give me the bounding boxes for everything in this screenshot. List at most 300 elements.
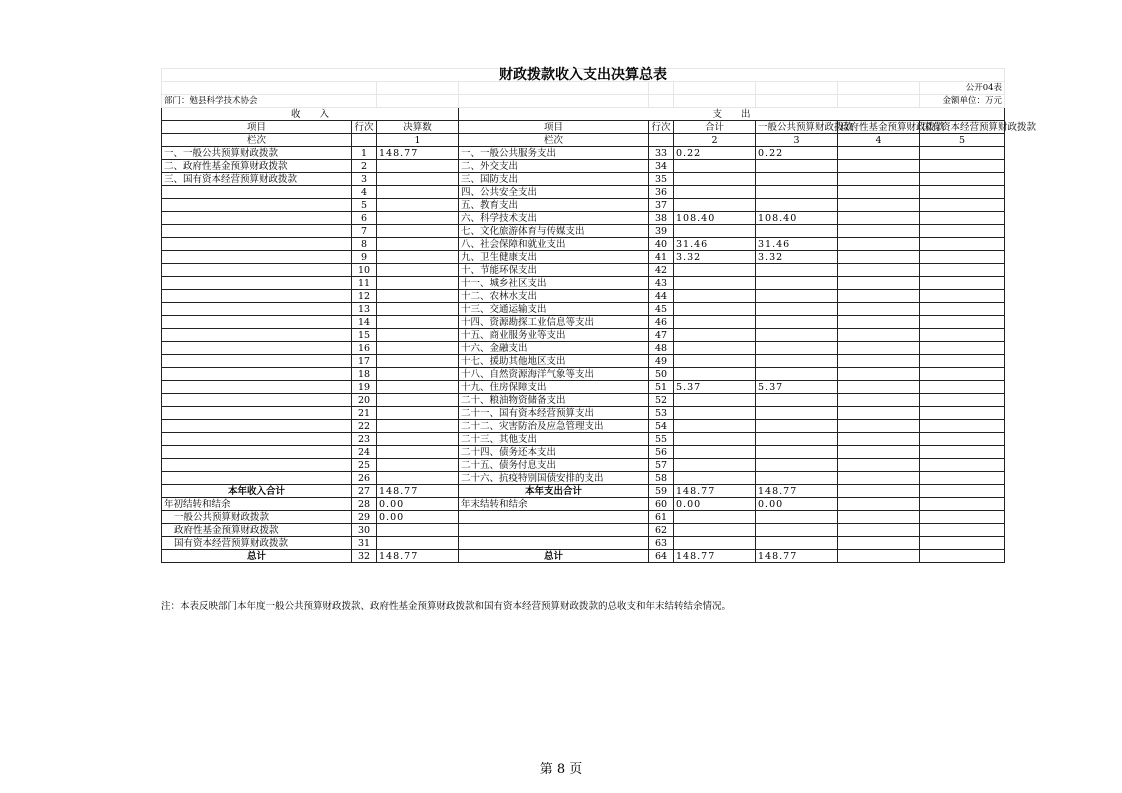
state-capital-cell	[920, 303, 1005, 316]
gov-fund-cell	[838, 498, 920, 511]
expense-item-cell: 十三、交通运输支出	[459, 303, 649, 316]
income-item-cell	[162, 472, 352, 485]
income-amount-cell	[377, 368, 459, 381]
income-line-cell: 17	[352, 355, 377, 368]
total-cell: 3.32	[674, 251, 756, 264]
gov-fund-cell	[838, 433, 920, 446]
state-capital-cell	[920, 394, 1005, 407]
income-line-cell: 7	[352, 225, 377, 238]
income-item-cell	[162, 238, 352, 251]
general-budget-cell	[756, 173, 838, 186]
total-cell	[674, 173, 756, 186]
table-row	[162, 550, 1005, 563]
gov-fund-cell	[838, 368, 920, 381]
income-line-cell: 24	[352, 446, 377, 459]
income-line-cell: 8	[352, 238, 377, 251]
expense-item-cell: 六、科学技术支出	[459, 212, 649, 225]
total-cell	[674, 160, 756, 173]
income-line-header: 行次	[352, 121, 377, 134]
income-amount-cell	[377, 433, 459, 446]
gov-fund-cell	[838, 173, 920, 186]
income-item-cell	[162, 381, 352, 394]
total-cell	[674, 355, 756, 368]
total-cell: 5.37	[674, 381, 756, 394]
state-capital-cell	[920, 407, 1005, 420]
total-cell	[674, 524, 756, 537]
expense-line-cell: 60	[649, 498, 674, 511]
total-cell	[674, 303, 756, 316]
gov-fund-cell	[838, 199, 920, 212]
general-budget-cell: 148.77	[756, 485, 838, 498]
expense-line-cell: 51	[649, 381, 674, 394]
state-capital-cell	[920, 498, 1005, 511]
general-budget-cell	[756, 511, 838, 524]
expense-line-cell: 43	[649, 277, 674, 290]
income-amount-cell	[377, 290, 459, 303]
gov-fund-cell	[838, 355, 920, 368]
expense-item-cell: 二十五、债务付息支出	[459, 459, 649, 472]
state-capital-cell	[920, 160, 1005, 173]
income-amount-cell	[377, 524, 459, 537]
income-amount-cell	[377, 212, 459, 225]
expense-line-cell: 54	[649, 420, 674, 433]
income-item-cell	[162, 407, 352, 420]
expense-item-header: 项目	[459, 121, 649, 134]
gov-fund-cell	[838, 472, 920, 485]
total-cell	[674, 511, 756, 524]
state-capital-cell	[920, 550, 1005, 563]
total-cell	[674, 329, 756, 342]
general-budget-cell	[756, 316, 838, 329]
total-cell	[674, 225, 756, 238]
state-capital-cell	[920, 277, 1005, 290]
expense-item-cell: 二十二、灾害防治及应急管理支出	[459, 420, 649, 433]
state-capital-cell	[920, 446, 1005, 459]
general-budget-cell: 0.00	[756, 498, 838, 511]
income-item-cell: 一般公共预算财政拨款	[162, 511, 352, 524]
budget-table	[161, 66, 1037, 563]
table-row	[162, 498, 1005, 511]
gov-fund-cell	[838, 550, 920, 563]
income-item-cell	[162, 446, 352, 459]
general-budget-cell	[756, 537, 838, 550]
expense-line-cell: 58	[649, 472, 674, 485]
state-capital-cell	[920, 485, 1005, 498]
expense-line-cell: 55	[649, 433, 674, 446]
state-capital-cell	[920, 329, 1005, 342]
expense-item-cell	[459, 511, 649, 524]
general-budget-cell	[756, 290, 838, 303]
state-capital-cell	[920, 472, 1005, 485]
income-amount-cell	[377, 238, 459, 251]
gov-fund-cell	[838, 459, 920, 472]
gov-fund-cell	[838, 420, 920, 433]
income-item-cell	[162, 264, 352, 277]
table-row	[162, 160, 1005, 173]
general-budget-cell: 108.40	[756, 212, 838, 225]
state-capital-cell	[920, 355, 1005, 368]
report-title: 财政拨款收入支出决算总表	[162, 69, 1005, 82]
income-item-cell	[162, 186, 352, 199]
income-line-cell: 16	[352, 342, 377, 355]
table-row	[162, 472, 1005, 485]
state-capital-cell	[920, 251, 1005, 264]
table-row	[162, 264, 1005, 277]
form-code: 公开04表	[920, 82, 1005, 95]
expense-item-cell: 十五、商业服务业等支出	[459, 329, 649, 342]
gov-fund-cell	[838, 303, 920, 316]
gov-fund-cell	[838, 212, 920, 225]
income-item-cell	[162, 303, 352, 316]
income-item-cell	[162, 433, 352, 446]
income-amount-cell	[377, 277, 459, 290]
gov-fund-cell	[838, 290, 920, 303]
table-row	[162, 459, 1005, 472]
gov-fund-cell	[838, 537, 920, 550]
income-line-cell: 9	[352, 251, 377, 264]
income-item-cell: 一、一般公共预算财政拨款	[162, 147, 352, 160]
income-line-cell: 1	[352, 147, 377, 160]
general-budget-cell	[756, 355, 838, 368]
income-line-cell: 15	[352, 329, 377, 342]
expense-line-cell: 34	[649, 160, 674, 173]
income-line-cell: 19	[352, 381, 377, 394]
table-row	[162, 316, 1005, 329]
state-capital-cell	[920, 225, 1005, 238]
gov-fund-cell	[838, 160, 920, 173]
general-budget-cell	[756, 277, 838, 290]
income-item-cell	[162, 225, 352, 238]
total-cell	[674, 316, 756, 329]
expense-line-cell: 49	[649, 355, 674, 368]
gov-fund-cell	[838, 329, 920, 342]
expense-item-cell: 九、卫生健康支出	[459, 251, 649, 264]
expense-item-cell: 四、公共安全支出	[459, 186, 649, 199]
table-row	[162, 329, 1005, 342]
general-budget-cell	[756, 160, 838, 173]
expense-item-cell: 总计	[459, 550, 649, 563]
income-line-cell: 6	[352, 212, 377, 225]
expense-line-cell: 41	[649, 251, 674, 264]
footnote: 注：本表反映部门本年度一般公共预算财政拨款、政府性基金预算财政拨款和国有资本经营预算财政拨款的总收支和年末结转结余情况。	[161, 601, 732, 612]
income-amount-cell	[377, 186, 459, 199]
income-line-cell: 21	[352, 407, 377, 420]
income-line-cell: 13	[352, 303, 377, 316]
income-amount-cell	[377, 173, 459, 186]
table-row	[162, 277, 1005, 290]
final-amount-header: 决算数	[377, 121, 459, 134]
state-capital-cell	[920, 199, 1005, 212]
expense-item-cell	[459, 537, 649, 550]
income-item-cell	[162, 329, 352, 342]
unit-label: 金额单位：万元	[920, 95, 1005, 108]
general-budget-cell	[756, 524, 838, 537]
income-amount-cell	[377, 394, 459, 407]
general-budget-cell	[756, 342, 838, 355]
income-amount-cell	[377, 537, 459, 550]
general-budget-cell: 148.77	[756, 550, 838, 563]
gov-fund-cell	[838, 511, 920, 524]
income-amount-cell	[377, 459, 459, 472]
expense-item-cell: 十一、城乡社区支出	[459, 277, 649, 290]
income-amount-cell	[377, 225, 459, 238]
state-capital-cell	[920, 173, 1005, 186]
income-line-cell: 31	[352, 537, 377, 550]
state-capital-cell	[920, 342, 1005, 355]
expense-line-cell: 47	[649, 329, 674, 342]
total-cell	[674, 290, 756, 303]
income-item-cell	[162, 459, 352, 472]
gov-fund-cell	[838, 485, 920, 498]
expense-item-cell: 二十、粮油物资储备支出	[459, 394, 649, 407]
expense-item-cell: 七、文化旅游体育与传媒支出	[459, 225, 649, 238]
income-line-cell: 12	[352, 290, 377, 303]
total-cell	[674, 537, 756, 550]
gov-fund-cell	[838, 316, 920, 329]
expense-item-cell: 五、教育支出	[459, 199, 649, 212]
income-item-cell: 二、政府性基金预算财政拨款	[162, 160, 352, 173]
table-row	[162, 186, 1005, 199]
income-item-cell: 总计	[162, 550, 352, 563]
gov-fund-cell	[838, 342, 920, 355]
income-line-cell: 11	[352, 277, 377, 290]
table-row	[162, 537, 1005, 550]
expense-line-cell: 59	[649, 485, 674, 498]
general-budget-cell	[756, 446, 838, 459]
income-amount-cell: 0.00	[377, 511, 459, 524]
table-row	[162, 394, 1005, 407]
state-capital-cell	[920, 511, 1005, 524]
income-amount-cell	[377, 303, 459, 316]
general-budget-header: 一般公共预算财政拨款	[756, 121, 838, 134]
general-budget-cell	[756, 225, 838, 238]
income-amount-cell	[377, 199, 459, 212]
state-capital-cell	[920, 147, 1005, 160]
expense-line-cell: 52	[649, 394, 674, 407]
expense-item-cell: 年末结转和结余	[459, 498, 649, 511]
general-budget-cell: 31.46	[756, 238, 838, 251]
total-cell	[674, 368, 756, 381]
expense-line-cell: 61	[649, 511, 674, 524]
expense-line-cell: 53	[649, 407, 674, 420]
income-amount-cell	[377, 264, 459, 277]
table-row	[162, 173, 1005, 186]
expense-line-cell: 42	[649, 264, 674, 277]
income-item-cell: 国有资本经营预算财政拨款	[162, 537, 352, 550]
department-label: 部门：勉县科学技术协会	[162, 95, 377, 108]
expense-line-cell: 38	[649, 212, 674, 225]
state-capital-cell	[920, 186, 1005, 199]
expense-item-cell: 八、社会保障和就业支出	[459, 238, 649, 251]
expense-line-cell: 63	[649, 537, 674, 550]
general-budget-cell: 0.22	[756, 147, 838, 160]
income-line-cell: 14	[352, 316, 377, 329]
total-cell	[674, 420, 756, 433]
expense-item-cell: 十九、住房保障支出	[459, 381, 649, 394]
income-item-cell	[162, 342, 352, 355]
table-row	[162, 251, 1005, 264]
expense-line-cell: 64	[649, 550, 674, 563]
expense-line-cell: 56	[649, 446, 674, 459]
table-row	[162, 342, 1005, 355]
report-sheet	[161, 66, 1037, 563]
income-item-cell	[162, 199, 352, 212]
income-item-cell: 本年收入合计	[162, 485, 352, 498]
total-cell: 31.46	[674, 238, 756, 251]
gov-fund-cell	[838, 394, 920, 407]
income-line-cell: 23	[352, 433, 377, 446]
expense-item-cell: 十八、自然资源海洋气象等支出	[459, 368, 649, 381]
income-section-header: 收 入	[162, 108, 459, 121]
expense-line-cell: 36	[649, 186, 674, 199]
income-item-cell: 年初结转和结余	[162, 498, 352, 511]
gov-fund-cell	[838, 446, 920, 459]
gov-fund-cell	[838, 524, 920, 537]
state-capital-cell	[920, 316, 1005, 329]
income-line-cell: 5	[352, 199, 377, 212]
income-amount-cell	[377, 381, 459, 394]
expense-line-cell: 50	[649, 368, 674, 381]
income-amount-cell: 0.00	[377, 498, 459, 511]
income-line-cell: 2	[352, 160, 377, 173]
general-budget-cell	[756, 186, 838, 199]
income-amount-cell	[377, 251, 459, 264]
table-row	[162, 524, 1005, 537]
total-cell	[674, 472, 756, 485]
income-amount-cell	[377, 160, 459, 173]
income-amount-cell	[377, 329, 459, 342]
total-cell: 148.77	[674, 485, 756, 498]
total-cell	[674, 459, 756, 472]
income-amount-cell	[377, 472, 459, 485]
table-row	[162, 407, 1005, 420]
income-amount-cell	[377, 407, 459, 420]
income-amount-cell	[377, 446, 459, 459]
income-line-cell: 3	[352, 173, 377, 186]
income-line-cell: 18	[352, 368, 377, 381]
total-cell	[674, 342, 756, 355]
state-capital-cell	[920, 264, 1005, 277]
total-cell	[674, 446, 756, 459]
general-budget-cell	[756, 368, 838, 381]
table-row	[162, 381, 1005, 394]
income-item-cell	[162, 394, 352, 407]
expense-line-cell: 39	[649, 225, 674, 238]
total-cell	[674, 394, 756, 407]
state-capital-cell	[920, 381, 1005, 394]
income-line-cell: 32	[352, 550, 377, 563]
income-item-cell	[162, 368, 352, 381]
column-index: 4	[838, 134, 920, 147]
general-budget-cell	[756, 303, 838, 316]
gov-fund-cell	[838, 381, 920, 394]
income-item-cell	[162, 251, 352, 264]
income-amount-cell	[377, 355, 459, 368]
table-row	[162, 225, 1005, 238]
total-cell	[674, 433, 756, 446]
income-line-cell: 29	[352, 511, 377, 524]
table-row	[162, 238, 1005, 251]
expense-line-cell: 40	[649, 238, 674, 251]
expense-item-cell: 十七、援助其他地区支出	[459, 355, 649, 368]
income-line-cell: 22	[352, 420, 377, 433]
gov-fund-cell	[838, 407, 920, 420]
state-capital-header: 国有资本经营预算财政拨款	[920, 121, 1005, 134]
income-line-cell: 10	[352, 264, 377, 277]
table-row	[162, 355, 1005, 368]
expense-line-cell: 46	[649, 316, 674, 329]
income-amount-cell: 148.77	[377, 485, 459, 498]
gov-fund-cell	[838, 147, 920, 160]
income-amount-cell: 148.77	[377, 550, 459, 563]
table-row	[162, 212, 1005, 225]
income-item-cell: 三、国有资本经营预算财政拨款	[162, 173, 352, 186]
expense-item-cell: 十四、资源勘探工业信息等支出	[459, 316, 649, 329]
expense-section-header: 支 出	[459, 108, 1005, 121]
income-amount-cell	[377, 316, 459, 329]
state-capital-cell	[920, 524, 1005, 537]
expense-item-cell: 二十一、国有资本经营预算支出	[459, 407, 649, 420]
expense-item-cell: 二、外交支出	[459, 160, 649, 173]
income-item-cell	[162, 316, 352, 329]
table-row	[162, 368, 1005, 381]
total-cell: 0.00	[674, 498, 756, 511]
general-budget-cell	[756, 472, 838, 485]
expense-item-cell	[459, 524, 649, 537]
expense-item-cell: 二十三、其他支出	[459, 433, 649, 446]
general-budget-cell	[756, 433, 838, 446]
expense-item-cell: 本年支出合计	[459, 485, 649, 498]
column-index-label: 栏次	[162, 134, 352, 147]
income-item-cell: 政府性基金预算财政拨款	[162, 524, 352, 537]
total-cell	[674, 186, 756, 199]
income-line-cell: 4	[352, 186, 377, 199]
income-amount-cell	[377, 420, 459, 433]
expense-item-cell: 十二、农林水支出	[459, 290, 649, 303]
income-line-cell: 27	[352, 485, 377, 498]
expense-item-cell: 十、节能环保支出	[459, 264, 649, 277]
expense-line-cell: 45	[649, 303, 674, 316]
total-cell: 148.77	[674, 550, 756, 563]
column-index-label: 栏次	[459, 134, 649, 147]
expense-line-cell: 44	[649, 290, 674, 303]
income-line-cell: 28	[352, 498, 377, 511]
gov-fund-cell	[838, 251, 920, 264]
total-cell	[674, 199, 756, 212]
total-cell	[674, 407, 756, 420]
state-capital-cell	[920, 212, 1005, 225]
table-row	[162, 303, 1005, 316]
column-index: 1	[377, 134, 459, 147]
table-row	[162, 420, 1005, 433]
expense-item-cell: 三、国防支出	[459, 173, 649, 186]
total-header: 合计	[674, 121, 756, 134]
general-budget-cell: 5.37	[756, 381, 838, 394]
expense-item-cell: 二十六、抗疫特别国债安排的支出	[459, 472, 649, 485]
state-capital-cell	[920, 459, 1005, 472]
expense-line-cell: 35	[649, 173, 674, 186]
state-capital-cell	[920, 238, 1005, 251]
general-budget-cell: 3.32	[756, 251, 838, 264]
income-item-cell	[162, 277, 352, 290]
general-budget-cell	[756, 199, 838, 212]
total-cell: 108.40	[674, 212, 756, 225]
total-cell: 0.22	[674, 147, 756, 160]
gov-fund-cell	[838, 238, 920, 251]
expense-line-header: 行次	[649, 121, 674, 134]
gov-fund-cell	[838, 186, 920, 199]
general-budget-cell	[756, 329, 838, 342]
